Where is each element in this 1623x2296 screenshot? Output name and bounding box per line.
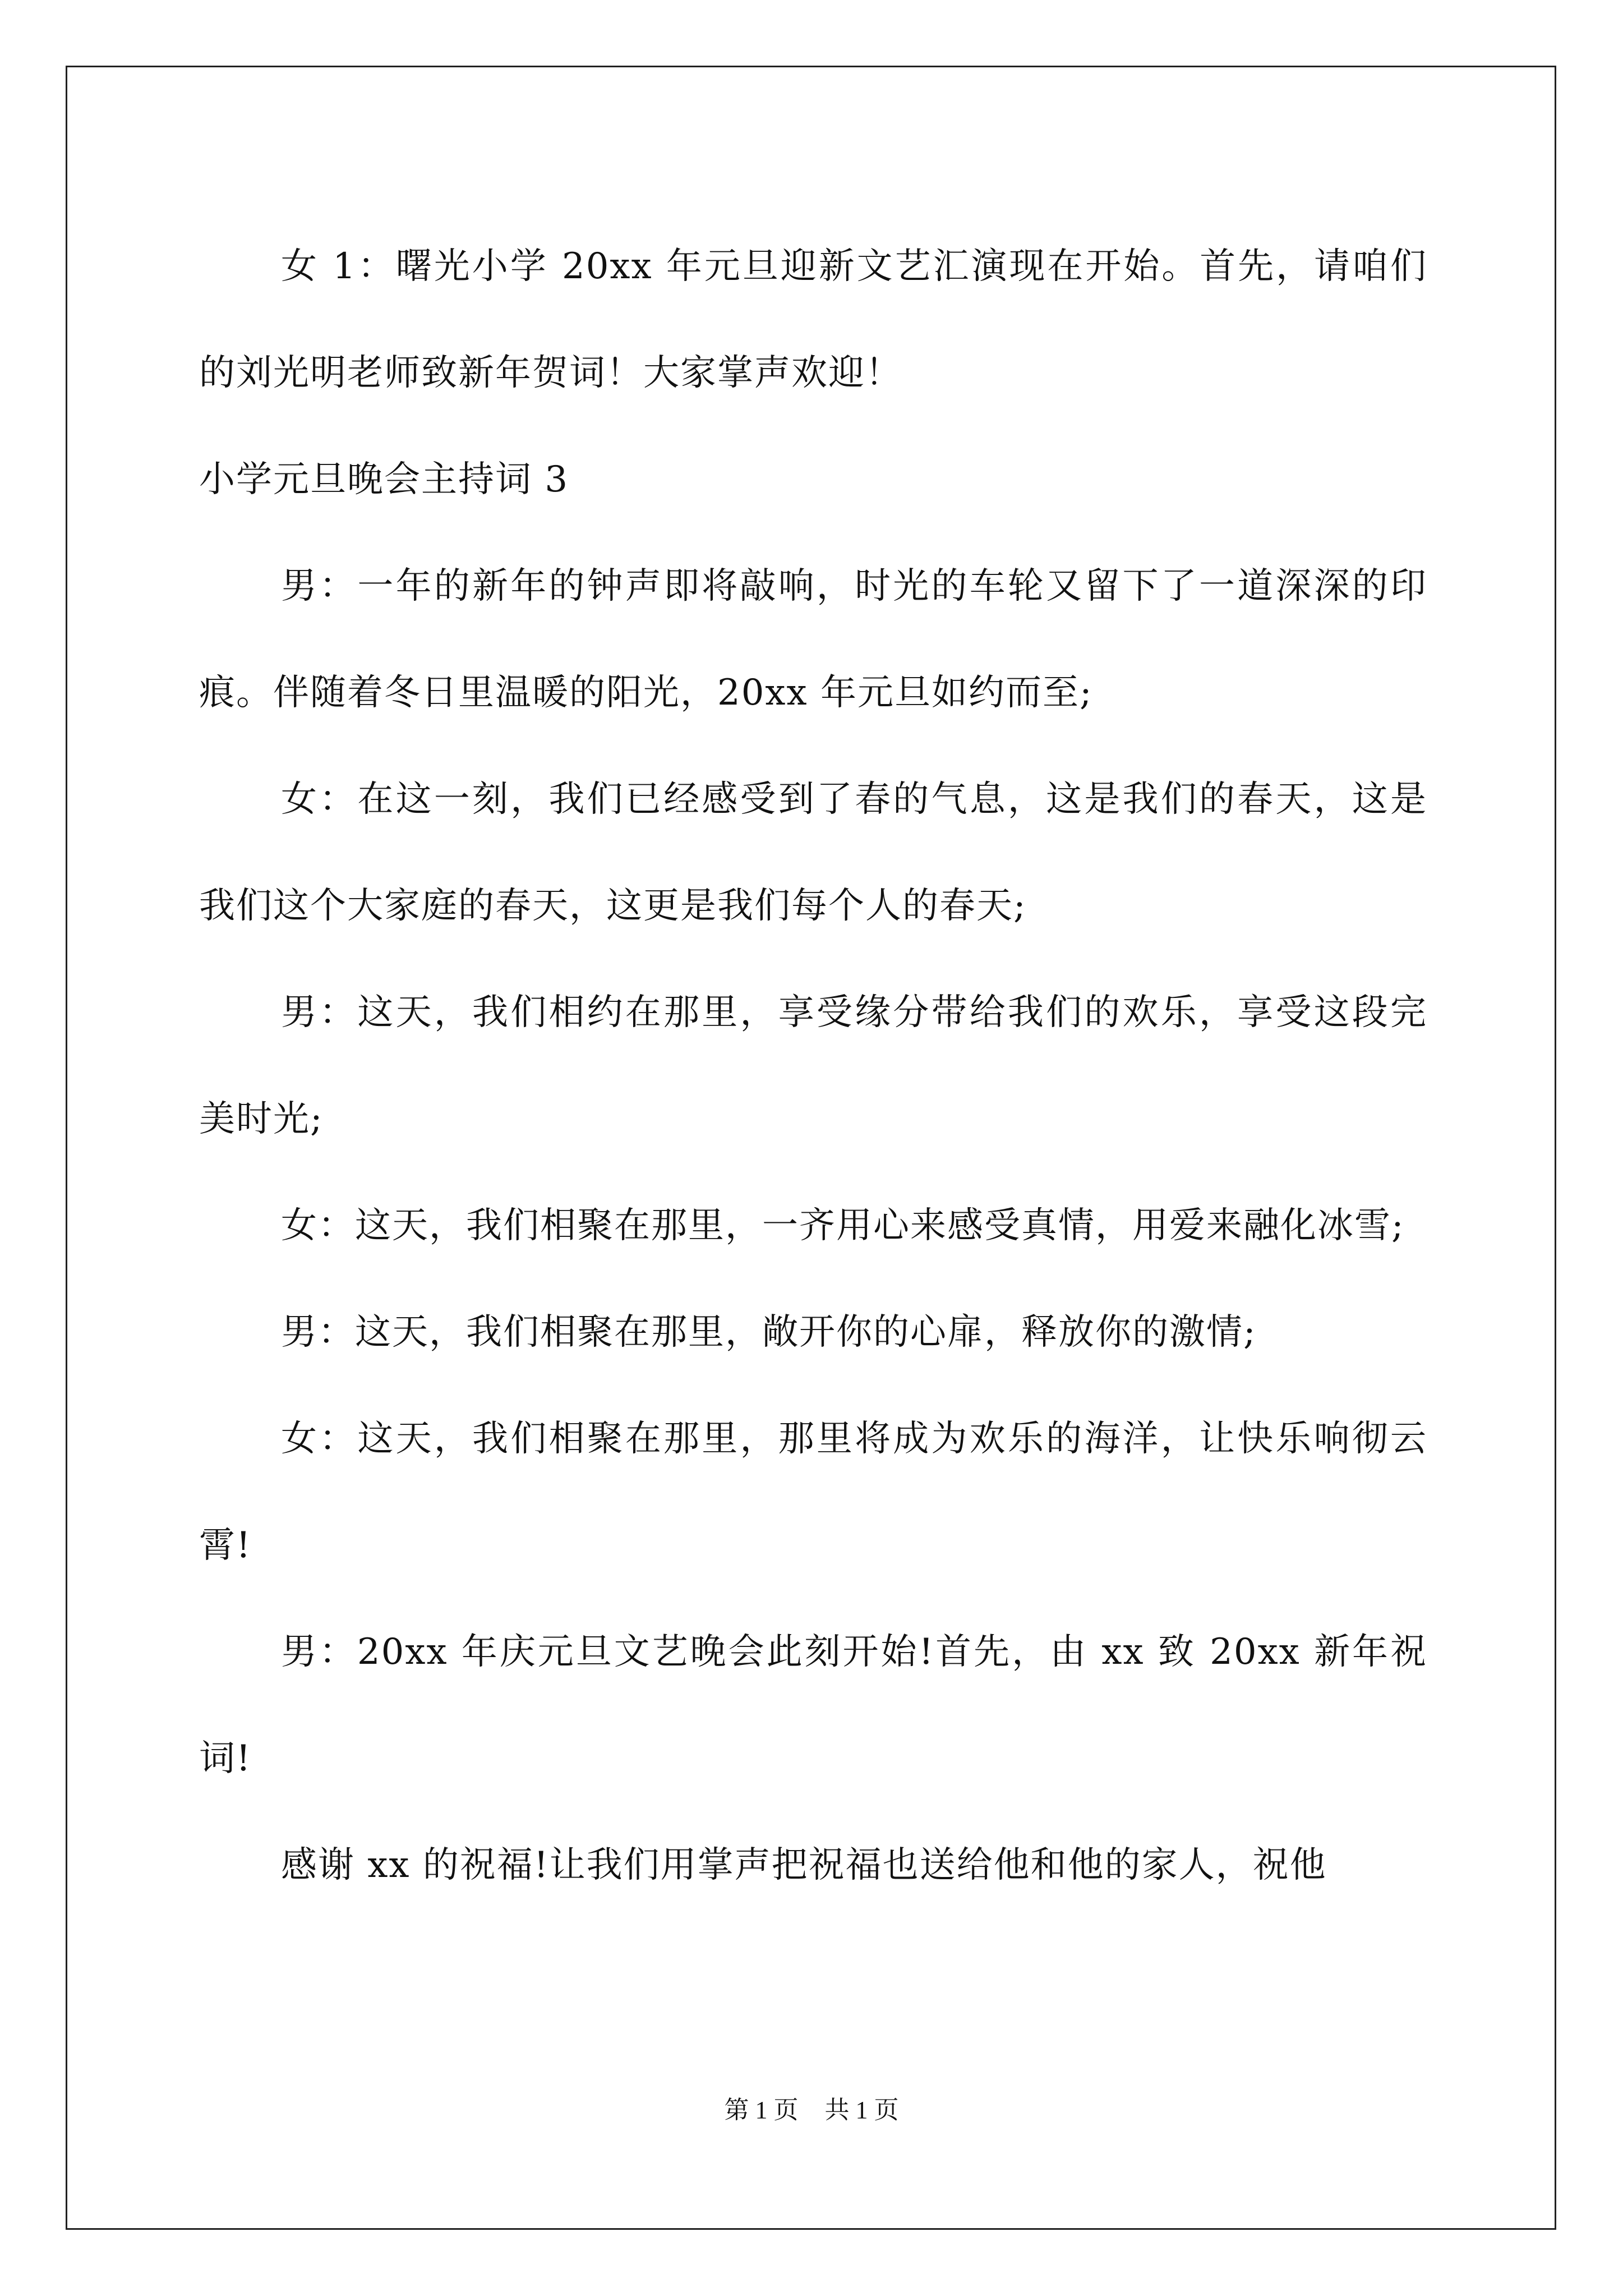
paragraph: 女：这天，我们相聚在那里，一齐用心来感受真情，用爱来融化冰雪;	[281, 1205, 1405, 1246]
paragraph: 男：20xx 年庆元旦文艺晚会此刻开始!首先，由 xx 致 20xx 新年祝词!	[199, 1631, 1427, 1779]
document-body	[199, 213, 1427, 1918]
page-footer	[0, 2090, 1623, 2125]
paragraph: 男：这天，我们相约在那里，享受缘分带给我们的欢乐，享受这段完美时光;	[199, 992, 1427, 1140]
paragraph: 女 1：曙光小学 20xx 年元旦迎新文艺汇演现在开始。首先，请咱们的刘光明老师致新年贺词！大家掌声欢迎！	[199, 246, 1427, 394]
page-number: 第 1 页	[724, 2096, 799, 2124]
paragraph: 女：这天，我们相聚在那里，那里将成为欢乐的海洋，让快乐响彻云霄!	[199, 1418, 1427, 1566]
paragraph: 感谢 xx 的祝福!让我们用掌声把祝福也送给他和他的家人，祝他	[281, 1844, 1327, 1886]
paragraph: 女：在这一刻，我们已经感受到了春的气息，这是我们的春天，这是我们这个大家庭的春天，这更是我们每个人的春天;	[199, 779, 1427, 927]
paragraph: 男：这天，我们相聚在那里，敞开你的心扉，释放你的激情;	[281, 1312, 1257, 1353]
page-total: 共 1 页	[824, 2096, 899, 2124]
section-heading: 小学元旦晚会主持词 3	[199, 459, 569, 500]
paragraph: 男：一年的新年的钟声即将敲响，时光的车轮又留下了一道深深的印痕。伴随着冬日里温暖的阳光，20xx 年元旦如约而至;	[199, 565, 1427, 714]
